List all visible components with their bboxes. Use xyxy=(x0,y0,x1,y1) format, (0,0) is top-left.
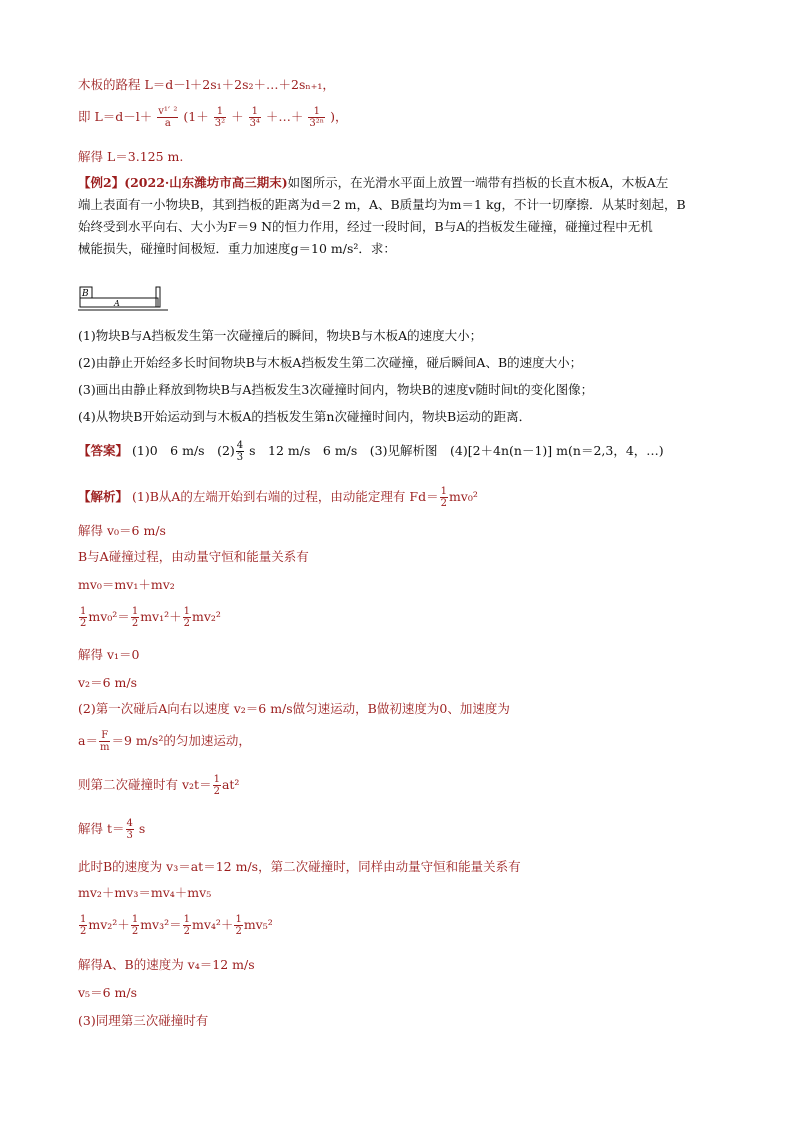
analysis-line: mv₂＋mv₃＝mv₄＋mv₅ xyxy=(78,885,212,900)
example-problem xyxy=(78,172,728,260)
numerator: 1 xyxy=(308,106,325,118)
analysis-text: mv₄²＋ xyxy=(192,917,234,932)
numerator: 1 xyxy=(249,106,261,118)
denominator: 2 xyxy=(80,926,87,937)
analysis-energy-2 xyxy=(78,914,273,937)
numerator: F xyxy=(99,730,110,742)
denominator: 2 xyxy=(131,926,139,937)
fraction xyxy=(236,440,244,463)
analysis-text: mv₃²＝ xyxy=(140,917,182,932)
denominator: 3 xyxy=(236,452,244,463)
analysis-line: 解得 v₀＝6 m/s xyxy=(78,523,166,538)
formula-text: ＋ xyxy=(231,109,244,124)
road-length-line: 木板的路程 L＝d－l＋2s₁＋2s₂＋…＋2sₙ₊₁， xyxy=(78,77,335,92)
fraction xyxy=(308,106,325,129)
fraction xyxy=(126,818,134,841)
numerator: 4 xyxy=(126,818,133,829)
analysis-line: v₅＝6 m/s xyxy=(78,985,137,1000)
analysis-line: (2)第一次碰后A向右以速度 v₂＝6 m/s做匀速运动，B做初速度为0、加速度为 xyxy=(78,701,510,716)
fraction xyxy=(131,606,139,629)
fraction xyxy=(157,106,178,129)
question-1: (1)物块B与A挡板发生第一次碰撞后的瞬间，物块B与木板A的速度大小； xyxy=(78,328,483,343)
denominator: 3⁴ xyxy=(249,118,260,129)
problem-text: 械能损失，碰撞时间极短．重力加速度g＝10 m/s²．求： xyxy=(78,241,396,256)
denominator: 3² xyxy=(214,118,226,129)
analysis-line: 解得 v₁＝0 xyxy=(78,647,140,662)
analysis-text: mv₁²＋ xyxy=(140,609,182,624)
denominator: 2 xyxy=(235,926,242,937)
fraction xyxy=(214,106,226,129)
analysis-line-1 xyxy=(78,486,478,509)
numerator: 1 xyxy=(213,774,220,785)
problem-text: 端上表面有一小物块B，其到挡板的距离为d＝2 m，A、B质量均为m＝1 kg，不计一切摩擦．从某时刻起，B xyxy=(78,197,686,212)
analysis-time xyxy=(78,818,145,841)
answer-text: s 12 m/s 6 m/s (3)见解析图 (4)[2＋4n(n－1)] m(n＝2,3，4，…) xyxy=(245,443,664,458)
denominator: 3 xyxy=(126,830,133,841)
question-3: (3)画出由静止释放到物块B与A挡板发生3次碰撞时间内，物块B的速度v随时间t的变化图像； xyxy=(78,382,594,397)
question-list xyxy=(78,322,728,430)
answer-line xyxy=(78,440,664,463)
fraction xyxy=(99,730,110,753)
formula-text: 即 L＝d－l＋ xyxy=(78,109,153,124)
denominator: 2 xyxy=(80,618,87,629)
denominator: 2 xyxy=(183,926,190,937)
answer-text: (1)0 6 m/s (2) xyxy=(132,443,235,458)
example-tag: 【例2】(2022·山东潍坊市高三期末) xyxy=(78,175,288,190)
denominator: 2 xyxy=(131,618,139,629)
analysis-text: 则第二次碰撞时有 v₂t＝ xyxy=(78,777,212,792)
question-4: (4)从物块B开始运动到与木板A的挡板发生第n次碰撞时间内，物块B运动的距离． xyxy=(78,409,532,424)
analysis-text: 解得 t＝ xyxy=(78,821,125,836)
result-line: 解得 L＝3.125 m. xyxy=(78,149,184,164)
numerator: 1 xyxy=(80,914,87,925)
formula-text: (1＋ xyxy=(183,109,209,124)
analysis-acceleration xyxy=(78,730,251,753)
denominator: 2 xyxy=(183,618,190,629)
denominator: 3²ⁿ xyxy=(309,118,325,129)
formula-text: )， xyxy=(330,109,348,124)
problem-text: 始终受到水平向右、大小为F＝9 N的恒力作用，经过一段时间，B与A的挡板发生碰撞，碰撞过程中无机 xyxy=(78,219,653,234)
fraction xyxy=(79,606,87,629)
analysis-text: mv₅² xyxy=(243,917,273,932)
question-2: (2)由静止开始经多长时间物块B与木板A挡板发生第二次碰撞，碰后瞬间A、B的速度大小； xyxy=(78,355,583,370)
analysis-text: (1)B从A的左端开始到右端的过程，由动能定理有 Fd＝ xyxy=(132,489,439,504)
numerator: v¹′ ² xyxy=(158,106,178,117)
label-b: B xyxy=(82,289,89,299)
analysis-text: mv₂² xyxy=(192,609,221,624)
numerator: 1 xyxy=(440,486,447,497)
analysis-equation xyxy=(78,606,221,629)
numerator: 1 xyxy=(214,106,226,118)
road-length-formula xyxy=(78,106,348,129)
fraction xyxy=(249,106,261,129)
analysis-line: (3)同理第三次碰撞时有 xyxy=(78,1013,209,1028)
analysis-line: B与A碰撞过程，由动量守恒和能量关系有 xyxy=(78,549,309,564)
analysis-line: 解得A、B的速度为 v₄＝12 m/s xyxy=(78,957,255,972)
analysis-text: s xyxy=(134,821,146,836)
numerator: 1 xyxy=(80,606,87,617)
analysis-text: mv₀² xyxy=(448,489,478,504)
fraction xyxy=(213,774,221,797)
analysis-line: mv₀＝mv₁＋mv₂ xyxy=(78,577,175,592)
analysis-text: mv₂²＋ xyxy=(88,917,130,932)
numerator: 1 xyxy=(183,914,190,925)
analysis-line: v₂＝6 m/s xyxy=(78,675,137,690)
numerator: 1 xyxy=(131,914,139,925)
numerator: 1 xyxy=(235,914,242,925)
analysis-text: a＝ xyxy=(78,733,98,748)
numerator: 1 xyxy=(183,606,190,617)
fraction xyxy=(131,914,139,937)
analysis-tag: 【解析】 xyxy=(78,489,129,504)
denominator: 2 xyxy=(440,498,447,509)
fraction xyxy=(440,486,448,509)
fraction xyxy=(183,914,191,937)
denominator: 2 xyxy=(213,786,220,797)
board-figure xyxy=(78,284,168,312)
problem-text: 如图所示，在光滑水平面上放置一端带有挡板的长直木板A，木板A左 xyxy=(287,175,669,190)
fraction xyxy=(183,606,191,629)
analysis-text: ＝9 m/s²的匀加速运动， xyxy=(111,733,251,748)
analysis-text: at² xyxy=(221,777,240,792)
analysis-line: 此时B的速度为 v₃＝at＝12 m/s，第二次碰撞时，同样由动量守恒和能量关系有 xyxy=(78,859,521,874)
numerator: 1 xyxy=(131,606,139,617)
analysis-second-collision xyxy=(78,774,239,797)
label-a: A xyxy=(114,299,120,308)
analysis-text: mv₀²＝ xyxy=(88,609,130,624)
formula-text: ＋…＋ xyxy=(265,109,304,124)
answer-tag: 【答案】 xyxy=(78,443,129,458)
numerator: 4 xyxy=(236,440,244,451)
fraction xyxy=(234,914,242,937)
denominator: m xyxy=(99,742,110,753)
fraction xyxy=(79,914,87,937)
denominator: a xyxy=(164,118,171,129)
